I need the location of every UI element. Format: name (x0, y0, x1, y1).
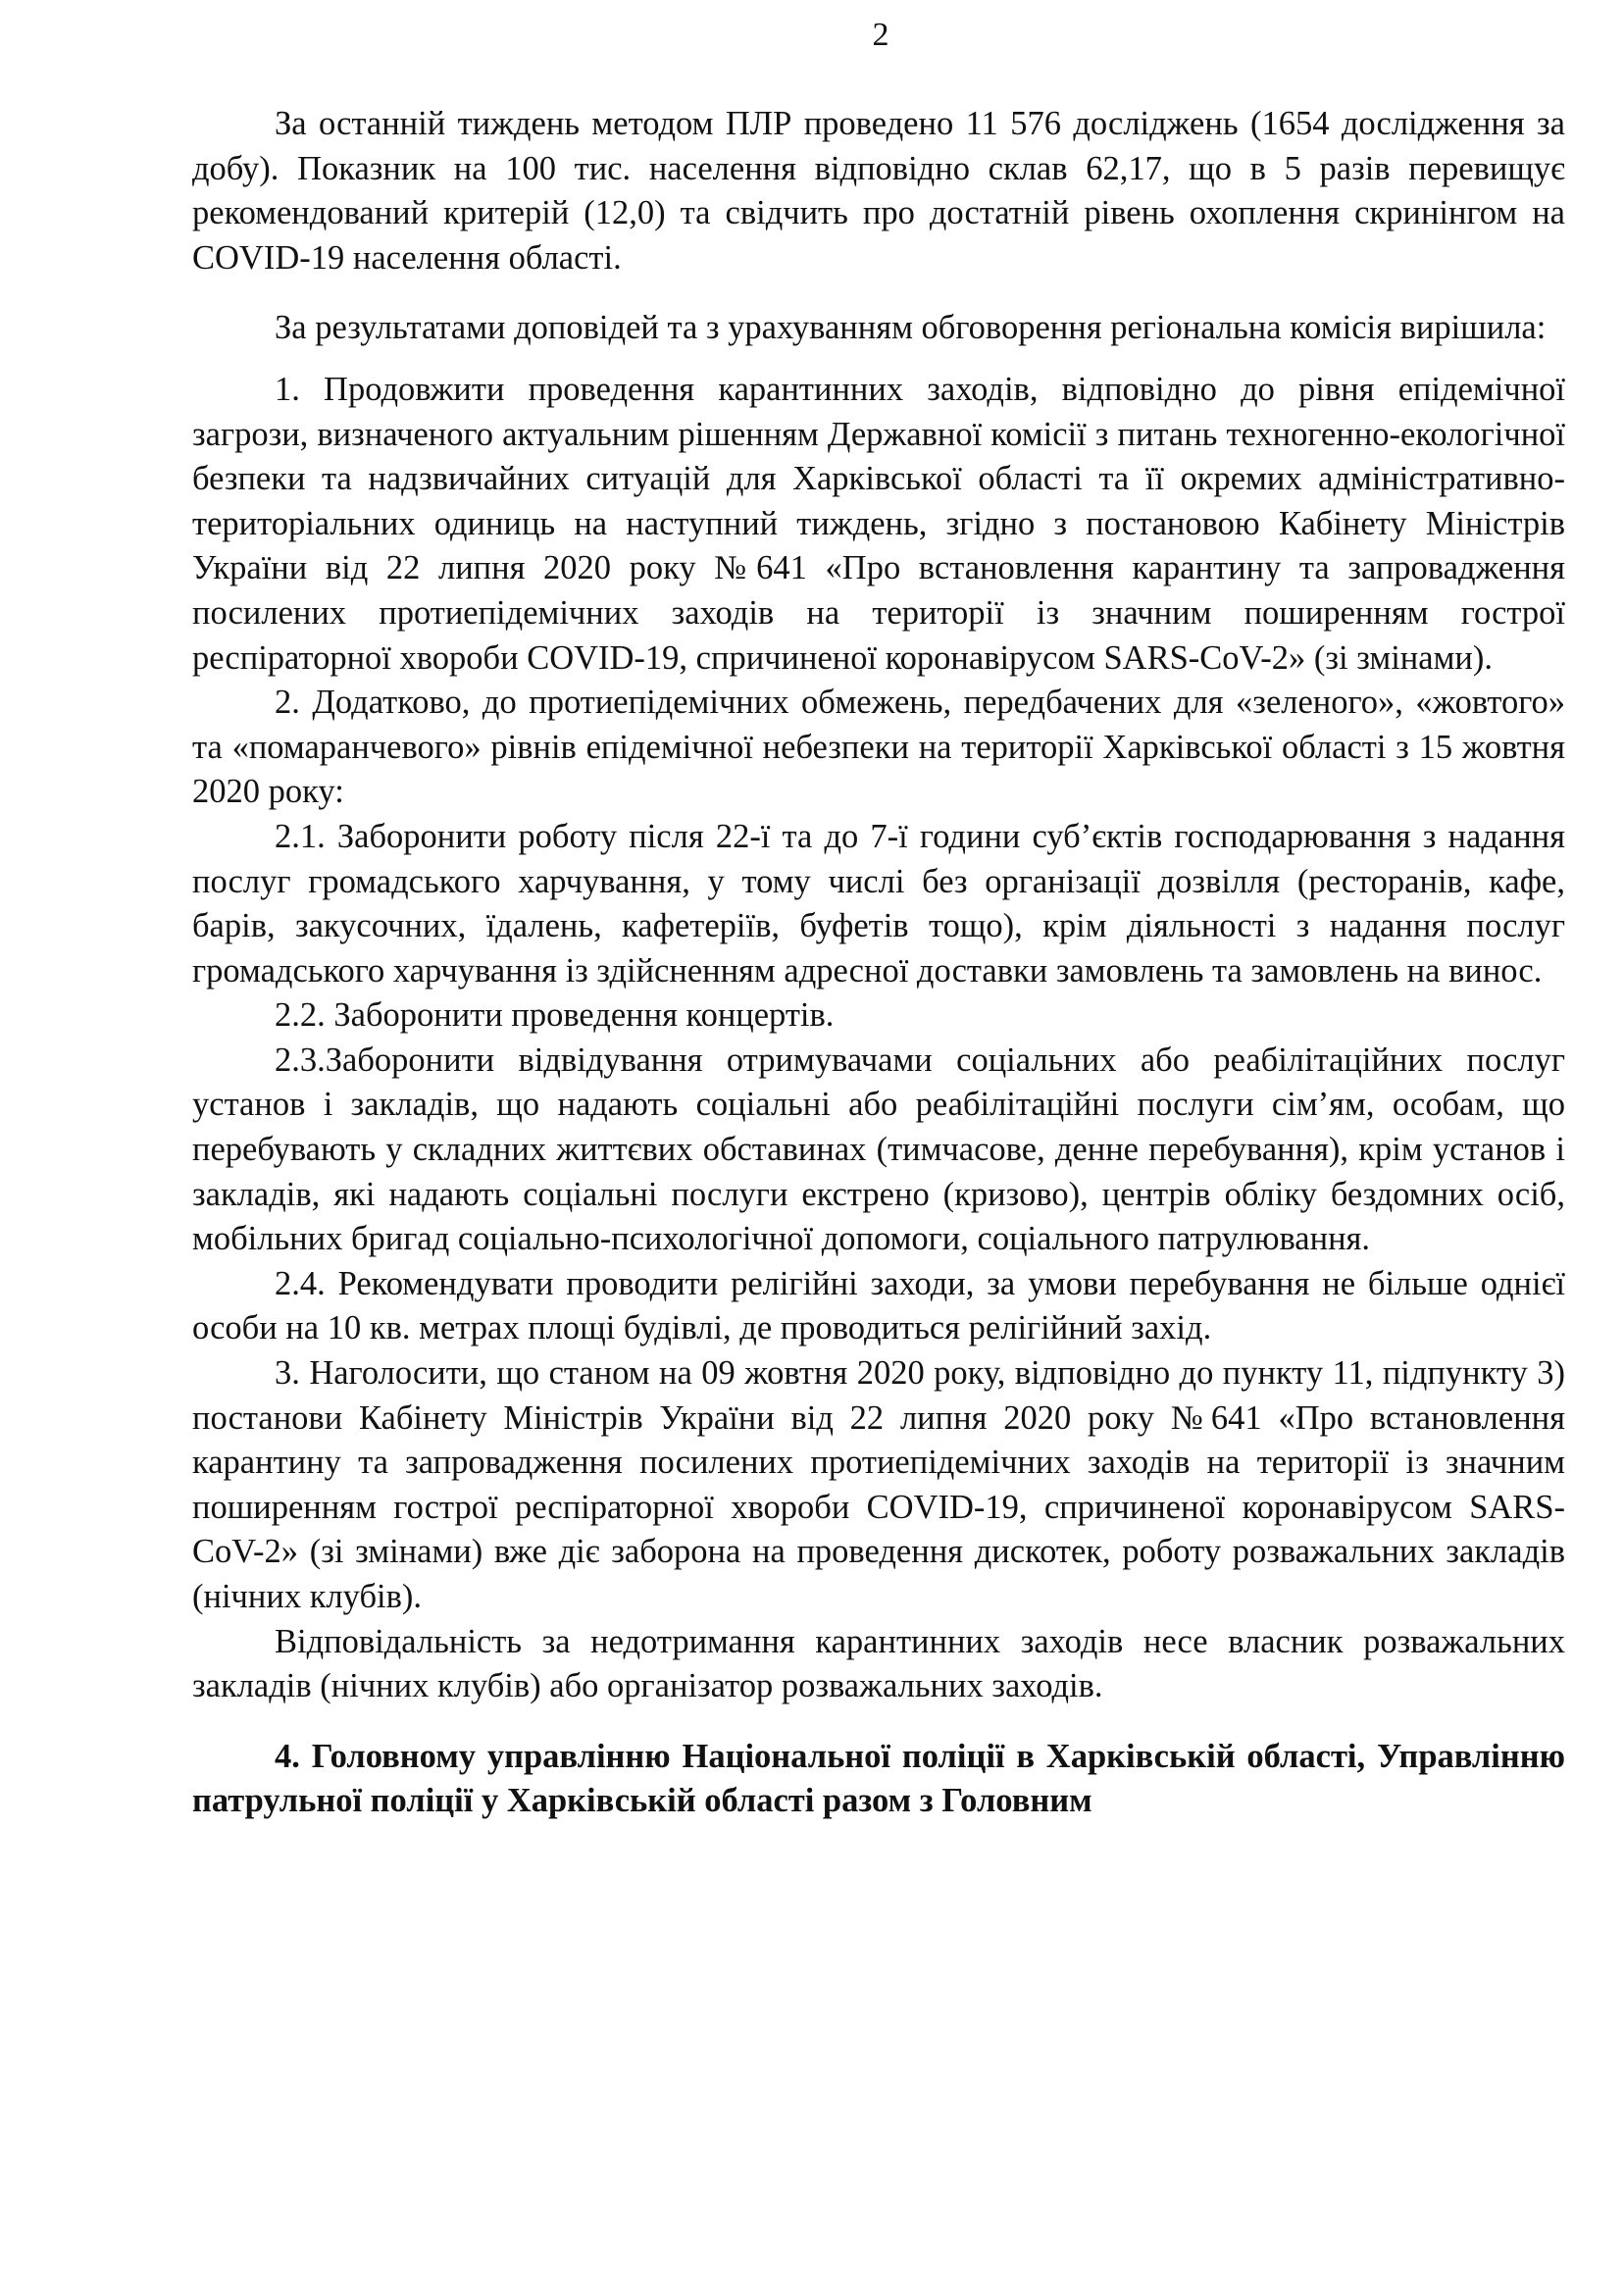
paragraph-item-2-3-social-services: 2.3.Заборонити відвідування отримувачами соціальних або реабілітаційних послуг установ і закладів, що надають соціальні або реабілітаційні послуги сім’ям, особам, що перебувають у складних життєвих обставинах (тимчасове, денне перебування), крім установ і закладів, які надають соціальні послуги екстрено (кризово), центрів обліку бездомних осіб, мобільних бригад соціально-психологічної допомоги, соціального патрулювання. (192, 1041, 1565, 1258)
paragraph-item-3-discotheques: 3. Наголосити, що станом на 09 жовтня 2020 року, відповідно до пункту 11, підпункту 3) постанови Кабінету Міністрів України від 22 липня 2020 року №641 «Про встановлення карантину та запровадження посилених протиепідемічних заходів на території із значним поширенням гострої респіраторної хвороби COVID-19, спричиненої коронавірусом SARS-CoV-2» (зі змінами) вже діє заборона на проведення дискотек, роботу розважальних закладів (нічних клубів). (192, 1354, 1565, 1615)
paragraph-responsibility: Відповідальність за недотримання карантинних заходів несе власник розважальних закладів (нічних клубів) або організатор розважальних заходів. (192, 1622, 1565, 1705)
paragraph-item-2-4-religious-events: 2.4. Рекомендувати проводити релігійні заходи, за умови перебування не більше однієї особи на 10 кв. метрах площі будівлі, де проводиться релігійний захід. (192, 1264, 1565, 1347)
paragraph-item-2-2-concerts: 2.2. Заборонити проведення концертів. (275, 996, 835, 1035)
page-number: 2 (872, 17, 889, 53)
paragraph-commission-decision: За результатами доповідей та з урахуванням обговорення регіональна комісія вирішила: (275, 309, 1547, 347)
paragraph-item-1-continue-quarantine: 1. Продовжити проведення карантинних заходів, відповідно до рівня епідемічної загрози, визначеного актуальним рішенням Державної комісії з питань техногенно-екологічної безпеки та надзвичайних ситуацій для Харківської області та її окремих адміністративно-територіальних одиниць на наступний тиждень, згідно з постановою Кабінету Міністрів України від 22 липня 2020 року №641 «Про встановлення карантину та запровадження посилених протиепідемічних заходів на території із значним поширенням гострої респіраторної хвороби COVID-19, спричиненої коронавірусом SARS-CoV-2» (зі змінами). (192, 370, 1565, 677)
paragraph-pcr-testing: За останній тиждень методом ПЛР проведено 11 576 досліджень (1654 дослідження за добу). Показник на 100 тис. населення відповідно склав 62,17, що в 5 разів перевищує рекомендований критерій (12,0) та свідчить про достатній рівень охоплення скринінгом на COVID-19 населення області. (192, 105, 1565, 277)
paragraph-item-2-additional-restrictions: 2. Додатково, до протиепідемічних обмежень, передбачених для «зеленого», «жовтого» та «помаранчевого» рівнів епідемічної небезпеки на території Харківської області з 15 жовтня 2020 року: (192, 684, 1565, 811)
paragraph-item-4-police: 4. Головному управлінню Національної поліції в Харківській області, Управлінню патрульної поліції у Харківській області разом з Головним (192, 1737, 1565, 1820)
paragraph-item-2-1-catering: 2.1. Заборонити роботу після 22-ї та до 7-ї години суб’єктів господарювання з надання послуг громадського харчування, у тому числі без організації дозвілля (ресторанів, кафе, барів, закусочних, їдалень, кафетеріїв, буфетів тощо), крім діяльності з надання послуг громадського харчування із здійсненням адресної доставки замовлень та замовлень на винос. (192, 817, 1565, 990)
document-body (192, 102, 1565, 1824)
